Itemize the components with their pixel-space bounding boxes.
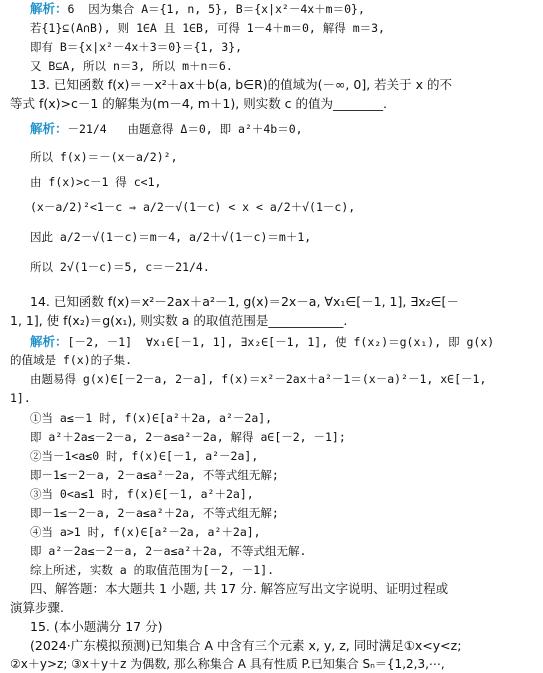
q14-stem-line-1: 14. 已知函数 f(x)＝x²－2ax＋a²－1, g(x)＝2x－a, ∀x₁∈[－1, 1], ∃x₂∈[－: [30, 294, 459, 309]
case-2-line-1: ②当－1<a≤0 时, f(x)∈[－1, a²－2a],: [30, 449, 259, 463]
q14-conclusion: 综上所述, 实数 a 的取值范围为[－2, －1].: [30, 563, 275, 577]
section-4-heading-cont: 演算步骤.: [10, 600, 64, 615]
section-4-heading: 四、解答题：本大题共 1 小题, 共 17 分. 解答应写出文字说明、证明过程或: [30, 581, 449, 596]
q14-solution-line-4: 1].: [10, 391, 31, 405]
case-3-line-2: 即－1≤－2－a, 2－a≤a²＋2a, 不等式组无解;: [30, 506, 279, 520]
q15-header: 15. (本小题满分 17 分): [30, 619, 163, 634]
q15-stem-line-1: (2024·广东模拟预测)已知集合 A 中含有三个元素 x, y, z, 同时满足①x<y<z;: [30, 638, 462, 653]
q13-solution-line-1: 解析：－21/4 由题意得 Δ＝0, 即 a²＋4b＝0,: [30, 121, 303, 136]
case-3-line-1: ③当 0<a≤1 时, f(x)∈[－1, a²＋2a],: [30, 487, 254, 501]
q14-solution-line-3: 由题易得 g(x)∈[－2－a, 2－a], f(x)＝x²－2ax＋a²－1＝(x－a)²－1, x∈[－1,: [30, 372, 487, 386]
q13-solution-line-6: 所以 2√(1－c)＝5, c＝－21/4.: [30, 260, 210, 274]
solution-label: 解析：: [30, 1, 68, 16]
q13-solution-line-3: 由 f(x)>c－1 得 c<1,: [30, 175, 162, 189]
q14-stem-line-2: 1, 1], 使 f(x₂)＝g(x₁), 则实数 a 的取值范围是____________.: [10, 313, 348, 328]
q13-solution-line-4: (x－a/2)²<1－c ⇒ a/2－√(1－c) < x < a/2＋√(1－c),: [30, 200, 356, 214]
q14-solution-line-2: 的值域是 f(x)的子集.: [10, 353, 133, 367]
q13-solution-line-5: 因此 a/2－√(1－c)＝m－4, a/2＋√(1－c)＝m＋1,: [30, 230, 312, 244]
case-2-line-2: 即－1≤－2－a, 2－a≤a²－2a, 不等式组无解;: [30, 468, 279, 482]
case-4-line-1: ④当 a>1 时, f(x)∈[a²－2a, a²＋2a],: [30, 525, 261, 539]
case-1-line-2: 即 a²＋2a≤－2－a, 2－a≤a²－2a, 解得 a∈[－2, －1];: [30, 430, 346, 444]
q12-solution-line-4: 又 B⊆A, 所以 n＝3, 所以 m＋n＝6.: [30, 59, 233, 73]
q13-stem-line-2: 等式 f(x)>c－1 的解集为(m－4, m＋1), 则实数 c 的值为________.: [10, 96, 387, 111]
q12-solution-line-3: 即有 B＝{x|x²－4x＋3＝0}＝{1, 3},: [30, 40, 243, 54]
q15-stem-line-2: ②x＋y>z; ③x＋y＋z 为偶数, 那么称集合 A 具有性质 P.已知集合 Sₙ＝{1,2,3,⋯,: [10, 657, 445, 671]
case-1-line-1: ①当 a≤－1 时, f(x)∈[a²＋2a, a²－2a],: [30, 411, 273, 425]
case-4-line-2: 即 a²－2a≤－2－a, 2－a≤a²＋2a, 不等式组无解.: [30, 544, 307, 558]
q14-solution-line-1: 解析：[－2, －1] ∀x₁∈[－1, 1], ∃x₂∈[－1, 1], 使 f(x₂)＝g(x₁), 即 g(x): [30, 334, 495, 349]
solution-label: 解析：: [30, 334, 68, 349]
solution-label: 解析：: [30, 121, 68, 136]
q13-solution-line-2: 所以 f(x)＝－(x－a/2)²,: [30, 150, 178, 164]
q13-stem-line-1: 13. 已知函数 f(x)＝－x²＋ax＋b(a, b∈R)的值域为(－∞, 0], 若关于 x 的不: [30, 77, 453, 92]
q12-solution-line-2: 若{1}⊆(A∩B), 则 1∈A 且 1∈B, 可得 1－4＋m＝0, 解得 m＝3,: [30, 21, 385, 35]
q12-solution-line-1: 解析：6 因为集合 A＝{1, n, 5}, B＝{x|x²－4x＋m＝0},: [30, 1, 365, 16]
